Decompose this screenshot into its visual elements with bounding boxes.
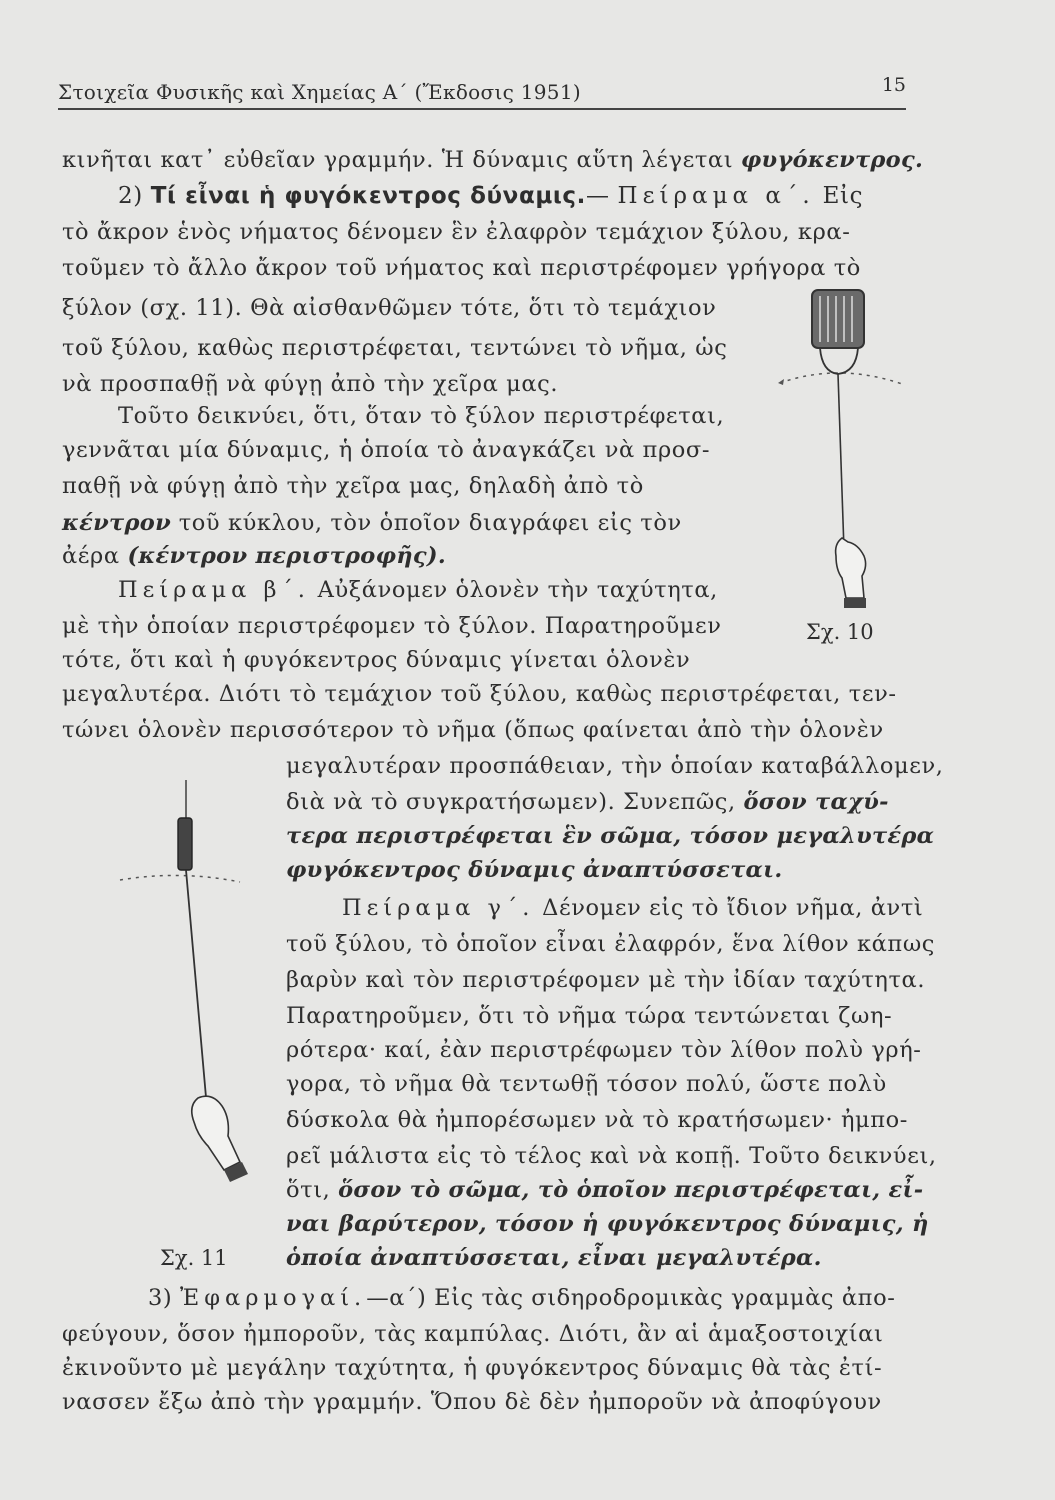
rotation-arc	[120, 875, 240, 882]
text-line: τοῦ ξύλου, τὸ ὁποῖον εἶναι ἐλαφρόν, ἕνα λίθον κάπως	[286, 931, 935, 957]
stone-weight	[178, 818, 192, 870]
text-line: δύσκολα θὰ ἠμπορέσωμεν νὰ τὸ κρατήσωμεν· ἠμπο-	[286, 1107, 909, 1133]
running-header	[58, 72, 906, 110]
text-line: μεγαλυτέρα. Διότι τὸ τεμάχιον τοῦ ξύλου, καθὼς περιστρέφεται, τεν-	[62, 681, 897, 707]
emphasis-line: τερα περιστρέφεται ἓν σῶμα, τόσον μεγαλυτέρα	[286, 823, 935, 849]
text-line: νασσεν ἔξω ἀπὸ τὴν γραμμήν. Ὅπου δὲ δὲν ἠμποροῦν νὰ ἀποφύγουν	[62, 1389, 882, 1415]
text-line: Τοῦτο δεικνύει, ὅτι, ὅταν τὸ ξύλον περιστρέφεται,	[118, 403, 725, 429]
arrowhead-icon	[778, 379, 784, 385]
hand-icon	[836, 538, 866, 598]
text-line: ρότερα· καί, ἐὰν περιστρέφωμεν τὸν λίθον πολὺ γρή-	[286, 1037, 922, 1063]
text-line: μὲ τὴν ὁποίαν περιστρέφομεν τὸ ξύλον. Παρατηροῦμεν	[62, 613, 722, 639]
figure-10-caption: Σχ. 10	[806, 620, 874, 644]
text-line: ἀέρα (κέντρον περιστροφῆς).	[62, 543, 446, 569]
emphasis: φυγόκεντρος.	[740, 147, 924, 173]
cuff	[844, 598, 866, 608]
figure-10-illustration	[760, 280, 920, 620]
text-line: διὰ νὰ τὸ συγκρατήσωμεν). Συνεπῶς, ὅσον ταχύ-	[286, 789, 889, 815]
text-line: τώνει ὁλονὲν περισσότερον τὸ νῆμα (ὅπως φαίνεται ἀπὸ τὴν ὁλονὲν	[62, 717, 884, 743]
header-title: Στοιχεῖα Φυσικῆς καὶ Χημείας Α΄ (Ἔκδοσις 1951)	[58, 80, 581, 104]
emphasis-line: φυγόκεντρος δύναμις ἀναπτύσσεται.	[286, 857, 783, 883]
text-line: τότε, ὅτι καὶ ἡ φυγόκεντρος δύναμις γίνεται ὁλονὲν	[62, 647, 691, 673]
emphasis-line: ὁποία ἀναπτύσσεται, εἶναι μεγαλυτέρα.	[286, 1245, 822, 1271]
text-line: νὰ προσπαθῇ νὰ φύγῃ ἀπὸ τὴν χεῖρα μας.	[62, 371, 559, 397]
string	[838, 374, 844, 550]
text-line: τοῦμεν τὸ ἄλλο ἄκρον τοῦ νήματος καὶ περιστρέφομεν γρήγορα τὸ	[62, 255, 861, 281]
text-line: μεγαλυτέραν προσπάθειαν, τὴν ὁποίαν καταβάλλομεν,	[286, 753, 944, 779]
string	[186, 870, 208, 1120]
text-line: ρεῖ μάλιστα εἰς τὸ τέλος καὶ νὰ κοπῇ. Τοῦτο δεικνύει,	[286, 1143, 937, 1169]
text-line: παθῇ νὰ φύγῃ ἀπὸ τὴν χεῖρα μας, δηλαδὴ ἀπὸ τὸ	[62, 473, 644, 499]
text-line: Πείραμα γ΄. Δένομεν εἰς τὸ ἴδιον νῆμα, ἀντὶ	[342, 895, 924, 921]
figure-11-illustration	[110, 780, 270, 1220]
text-line: Πείραμα β΄. Αὐξάνομεν ὁλονὲν τὴν ταχύτητα,	[118, 577, 718, 603]
text-line: ὅτι, ὅσον τὸ σῶμα, τὸ ὁποῖον περιστρέφεται, εἶ-	[286, 1177, 924, 1203]
text-line: τὸ ἄκρον ἑνὸς νήματος δένομεν ἓν ἐλαφρὸν τεμάχιον ξύλου, κρα-	[62, 219, 851, 245]
emphasis-line: ναι βαρύτερον, τόσον ἡ φυγόκεντρος δύναμις, ἡ	[286, 1211, 929, 1237]
text-line: 3) Ἐφαρμογαί.—α΄) Εἰς τὰς σιδηροδρομικὰς γραμμὰς ἀπο-	[148, 1285, 896, 1311]
section-heading: 2) Τί εἶναι ἡ φυγόκεντρος δύναμις.— Πείραμα α΄. Εἰς	[118, 183, 864, 209]
text-line: τοῦ ξύλου, καθὼς περιστρέφεται, τεντώνει τὸ νῆμα, ὡς	[62, 335, 728, 361]
text-line: γορα, τὸ νῆμα θὰ τεντωθῇ τόσον πολύ, ὥστε πολὺ	[286, 1071, 887, 1097]
rotation-arc	[780, 373, 905, 385]
page-number: 15	[881, 74, 906, 96]
text-line: γεννᾶται μία δύναμις, ἡ ὁποία τὸ ἀναγκάζει νὰ προσ-	[62, 437, 711, 463]
text-line: βαρὺν καὶ τὸν περιστρέφομεν μὲ τὴν ἰδίαν ταχύτητα.	[286, 967, 926, 993]
text-line: Παρατηροῦμεν, ὅτι τὸ νῆμα τώρα τεντώνεται ζωη-	[286, 1003, 893, 1029]
section-title: Τί εἶναι ἡ φυγόκεντρος δύναμις.	[150, 183, 587, 209]
text-line: ξύλον (σχ. 11). Θὰ αἰσθανθῶμεν τότε, ὅτι τὸ τεμάχιον	[62, 295, 717, 321]
text-line: φεύγουν, ὅσον ἠμποροῦν, τὰς καμπύλας. Διότι, ἂν αἱ ἁμαξοστοιχίαι	[62, 1321, 884, 1347]
text-line: κινῆται κατ᾿ εὐθεῖαν γραμμήν. Ἡ δύναμις αὕτη λέγεται φυγόκεντρος.	[62, 147, 924, 173]
text-line: κέντρον τοῦ κύκλου, τὸν ὁποῖον διαγράφει εἰς τὸν	[62, 510, 682, 536]
hand-icon	[192, 1096, 240, 1170]
text-line: ἐκινοῦντο μὲ μεγάλην ταχύτητα, ἡ φυγόκεντρος δύναμις θὰ τὰς ἐτί-	[62, 1355, 883, 1381]
figure-11-caption: Σχ. 11	[160, 1246, 228, 1270]
